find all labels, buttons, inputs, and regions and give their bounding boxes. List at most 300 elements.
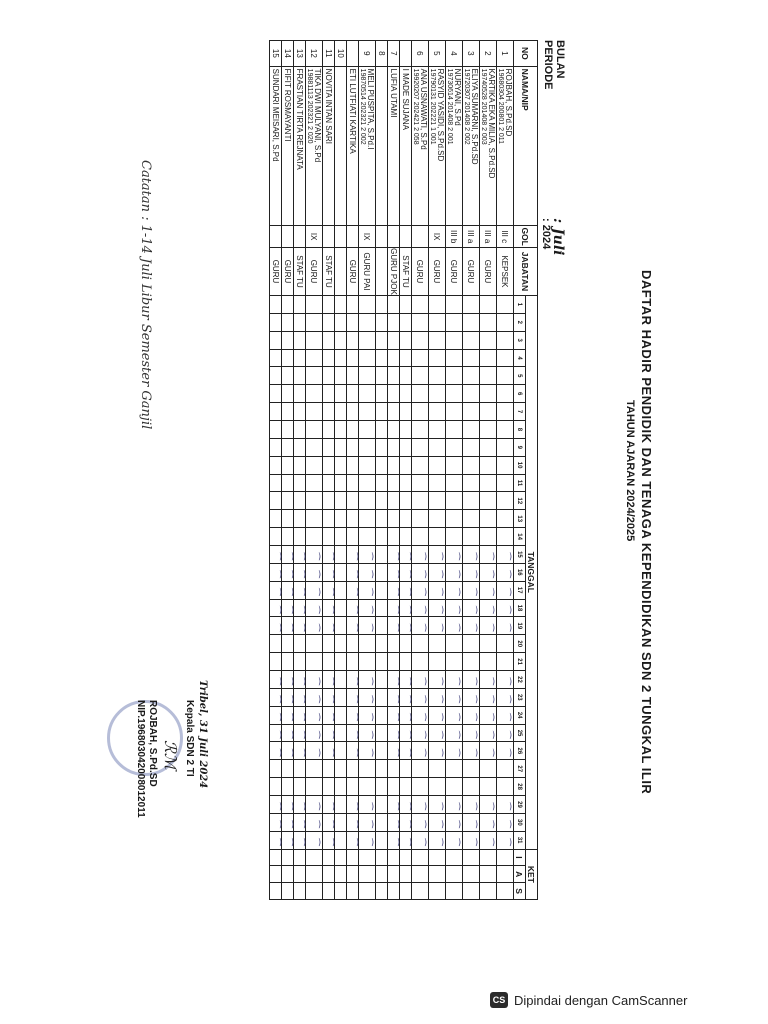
day-cell: ⁀ bbox=[270, 563, 282, 581]
staff-name-cell bbox=[270, 66, 282, 226]
day-cell bbox=[270, 778, 282, 796]
ket-i-cell bbox=[282, 849, 294, 866]
day-cell: ⁀ bbox=[388, 581, 400, 599]
day-cell bbox=[294, 295, 306, 313]
day-cell: ⁀ bbox=[429, 742, 446, 760]
day-cell: ⁀ bbox=[480, 796, 497, 814]
ket-s-cell bbox=[446, 883, 463, 900]
day-cell: ⁀ bbox=[323, 724, 335, 742]
day-cell: ⁀ bbox=[388, 831, 400, 849]
day-cell bbox=[347, 528, 359, 546]
day-cell: ⁀ bbox=[388, 742, 400, 760]
day-cell bbox=[429, 367, 446, 385]
day-cell bbox=[497, 474, 514, 492]
staff-row bbox=[282, 41, 294, 900]
ket-a-cell bbox=[388, 866, 400, 883]
day-cell bbox=[376, 796, 388, 814]
staff-gol bbox=[270, 226, 282, 248]
day-cell: ⁀ bbox=[446, 688, 463, 706]
day-cell: ⁀ bbox=[446, 831, 463, 849]
day-cell: ⁀ bbox=[412, 617, 429, 635]
sign-nip: NIP.196803042008012011 bbox=[135, 700, 146, 818]
day-cell: ⁀ bbox=[323, 742, 335, 760]
day-cell: ⁀ bbox=[400, 742, 412, 760]
day-cell bbox=[282, 760, 294, 778]
staff-name-cell bbox=[323, 66, 335, 226]
day-cell bbox=[323, 331, 335, 349]
ket-a-cell bbox=[400, 866, 412, 883]
day-cell bbox=[335, 367, 347, 385]
day-cell bbox=[388, 510, 400, 528]
staff-gol bbox=[400, 226, 412, 248]
day-cell bbox=[376, 742, 388, 760]
staff-name: ETI LUTFIATI KARTIKA bbox=[348, 68, 357, 154]
staff-row bbox=[376, 41, 388, 900]
day-cell bbox=[463, 528, 480, 546]
day-cell bbox=[446, 403, 463, 421]
day-cell bbox=[347, 456, 359, 474]
day-header: 31 bbox=[514, 831, 526, 849]
staff-name: ROJBAH, S.Pd.SD bbox=[504, 68, 513, 137]
staff-name: RASYID YASIDI, S.Pd.SD bbox=[436, 68, 445, 162]
staff-gol: III c bbox=[497, 226, 514, 248]
day-cell bbox=[335, 474, 347, 492]
ket-i-cell bbox=[323, 849, 335, 866]
attendance-sheet bbox=[98, 40, 658, 920]
staff-gol: IX bbox=[429, 226, 446, 248]
day-cell bbox=[376, 688, 388, 706]
day-cell bbox=[463, 421, 480, 439]
day-cell: ⁀ bbox=[412, 742, 429, 760]
day-cell bbox=[446, 385, 463, 403]
ket-i-cell bbox=[412, 849, 429, 866]
day-cell: ⁀ bbox=[388, 688, 400, 706]
day-cell bbox=[412, 421, 429, 439]
day-cell: ⁀ bbox=[294, 796, 306, 814]
staff-no: 8 bbox=[376, 41, 388, 67]
day-cell bbox=[497, 510, 514, 528]
staff-jabatan: GURU bbox=[446, 247, 463, 295]
day-cell bbox=[306, 331, 323, 349]
day-cell: ⁀ bbox=[306, 742, 323, 760]
day-cell bbox=[429, 349, 446, 367]
day-header: 28 bbox=[514, 778, 526, 796]
day-cell bbox=[294, 653, 306, 671]
attendance-table bbox=[269, 40, 538, 900]
day-cell bbox=[497, 653, 514, 671]
day-cell bbox=[446, 635, 463, 653]
day-cell bbox=[347, 403, 359, 421]
day-cell bbox=[388, 528, 400, 546]
day-cell bbox=[388, 331, 400, 349]
day-cell bbox=[270, 403, 282, 421]
day-cell bbox=[376, 831, 388, 849]
staff-no: 10 bbox=[335, 41, 347, 67]
day-cell bbox=[270, 456, 282, 474]
day-cell bbox=[376, 653, 388, 671]
day-cell: ⁀ bbox=[294, 581, 306, 599]
day-cell: ⁀ bbox=[400, 706, 412, 724]
day-cell bbox=[347, 367, 359, 385]
day-cell bbox=[306, 760, 323, 778]
day-cell bbox=[412, 367, 429, 385]
day-cell bbox=[446, 456, 463, 474]
ket-a-cell bbox=[480, 866, 497, 883]
day-cell bbox=[306, 367, 323, 385]
ket-s-cell bbox=[335, 883, 347, 900]
periode-label: PERIODE bbox=[542, 40, 554, 90]
bulan-label: BULAN bbox=[554, 40, 566, 79]
day-cell: ⁀ bbox=[294, 724, 306, 742]
day-cell: ⁀ bbox=[323, 706, 335, 724]
staff-jabatan: STAF TU bbox=[294, 247, 306, 295]
staff-gol bbox=[323, 226, 335, 248]
day-cell bbox=[323, 653, 335, 671]
day-cell: ⁀ bbox=[497, 796, 514, 814]
day-cell bbox=[359, 760, 376, 778]
day-cell: ⁀ bbox=[412, 546, 429, 564]
day-cell bbox=[335, 528, 347, 546]
day-cell bbox=[294, 349, 306, 367]
ket-a-cell bbox=[412, 866, 429, 883]
col-gol-header: GOL bbox=[514, 226, 538, 248]
staff-nip: 19720307 201408 2 002 bbox=[463, 68, 470, 145]
day-cell bbox=[306, 778, 323, 796]
staff-gol: III b bbox=[446, 226, 463, 248]
day-cell bbox=[376, 438, 388, 456]
day-cell bbox=[376, 456, 388, 474]
day-cell: ⁀ bbox=[429, 688, 446, 706]
day-cell bbox=[294, 456, 306, 474]
day-cell: ⁀ bbox=[270, 671, 282, 689]
day-cell bbox=[347, 653, 359, 671]
ket-s-cell bbox=[412, 883, 429, 900]
day-cell bbox=[376, 813, 388, 831]
day-cell bbox=[480, 313, 497, 331]
staff-name: ANA USNAWATI, S.Pd bbox=[419, 68, 428, 150]
day-cell: ⁀ bbox=[388, 563, 400, 581]
day-cell: ⁀ bbox=[388, 599, 400, 617]
day-cell: ⁀ bbox=[400, 831, 412, 849]
day-cell bbox=[388, 778, 400, 796]
staff-name: KARTIKA EKA MILIA, S.Pd.SD bbox=[487, 68, 496, 179]
staff-jabatan: GURU bbox=[429, 247, 446, 295]
day-cell bbox=[412, 653, 429, 671]
day-cell bbox=[446, 528, 463, 546]
day-cell bbox=[335, 349, 347, 367]
day-cell bbox=[480, 635, 497, 653]
staff-no: 2 bbox=[480, 41, 497, 67]
day-cell: ⁀ bbox=[270, 706, 282, 724]
day-cell bbox=[294, 438, 306, 456]
day-cell: ⁀ bbox=[400, 546, 412, 564]
day-cell bbox=[463, 313, 480, 331]
day-cell: ⁀ bbox=[282, 581, 294, 599]
staff-nip: 19870514 202321 2 002 bbox=[359, 68, 366, 145]
day-cell bbox=[480, 295, 497, 313]
day-cell: ⁀ bbox=[463, 617, 480, 635]
day-cell bbox=[429, 760, 446, 778]
day-cell: ⁀ bbox=[446, 742, 463, 760]
day-cell: ⁀ bbox=[323, 599, 335, 617]
day-cell bbox=[335, 617, 347, 635]
staff-no bbox=[347, 41, 359, 67]
day-cell bbox=[282, 331, 294, 349]
day-cell bbox=[306, 492, 323, 510]
day-header: 29 bbox=[514, 796, 526, 814]
day-cell: ⁀ bbox=[359, 563, 376, 581]
day-cell: ⁀ bbox=[282, 671, 294, 689]
staff-name-cell bbox=[429, 66, 446, 226]
day-cell bbox=[359, 510, 376, 528]
day-header: 21 bbox=[514, 653, 526, 671]
day-cell bbox=[347, 635, 359, 653]
day-cell bbox=[359, 635, 376, 653]
day-cell bbox=[400, 331, 412, 349]
day-cell bbox=[376, 510, 388, 528]
day-cell bbox=[400, 653, 412, 671]
day-cell: ⁀ bbox=[294, 617, 306, 635]
staff-nip: 19790131 202221 1 001 bbox=[429, 68, 436, 145]
day-cell bbox=[412, 403, 429, 421]
day-cell: ⁀ bbox=[306, 688, 323, 706]
day-cell: ⁀ bbox=[270, 724, 282, 742]
day-cell: ⁀ bbox=[429, 617, 446, 635]
day-cell: ⁀ bbox=[463, 563, 480, 581]
ket-i-cell bbox=[400, 849, 412, 866]
ket-s-cell bbox=[463, 883, 480, 900]
day-cell bbox=[335, 510, 347, 528]
day-cell bbox=[282, 474, 294, 492]
day-cell bbox=[400, 367, 412, 385]
day-cell bbox=[388, 385, 400, 403]
staff-jabatan: GURU bbox=[412, 247, 429, 295]
day-cell bbox=[323, 438, 335, 456]
ket-a-cell bbox=[323, 866, 335, 883]
day-cell bbox=[446, 349, 463, 367]
ket-s-cell bbox=[294, 883, 306, 900]
day-cell bbox=[412, 528, 429, 546]
day-cell: ⁀ bbox=[294, 688, 306, 706]
day-header: 11 bbox=[514, 474, 526, 492]
day-cell bbox=[429, 421, 446, 439]
staff-jabatan: GURU PJOK bbox=[389, 248, 398, 295]
periode-value: : 2024 bbox=[540, 218, 552, 250]
day-cell bbox=[335, 331, 347, 349]
ket-i-cell bbox=[359, 849, 376, 866]
day-cell bbox=[282, 492, 294, 510]
ket-i-cell bbox=[294, 849, 306, 866]
day-cell bbox=[376, 492, 388, 510]
catatan-note: Catatan : 1-14 Juli Libur Semester Ganjil bbox=[138, 160, 153, 430]
day-cell bbox=[412, 313, 429, 331]
day-cell bbox=[480, 438, 497, 456]
day-cell bbox=[412, 295, 429, 313]
day-cell bbox=[497, 760, 514, 778]
day-cell bbox=[400, 438, 412, 456]
day-header: 20 bbox=[514, 635, 526, 653]
day-cell: ⁀ bbox=[323, 688, 335, 706]
day-header: 13 bbox=[514, 510, 526, 528]
day-cell: ⁀ bbox=[306, 599, 323, 617]
day-cell: ⁀ bbox=[306, 706, 323, 724]
staff-gol bbox=[388, 226, 400, 248]
day-cell bbox=[497, 438, 514, 456]
day-cell: ⁀ bbox=[463, 546, 480, 564]
day-cell: ⁀ bbox=[497, 546, 514, 564]
day-cell bbox=[306, 635, 323, 653]
day-cell: ⁀ bbox=[497, 706, 514, 724]
day-header: 27 bbox=[514, 760, 526, 778]
day-cell: ⁀ bbox=[400, 599, 412, 617]
day-header: 19 bbox=[514, 617, 526, 635]
day-cell: ⁀ bbox=[359, 671, 376, 689]
day-cell bbox=[480, 778, 497, 796]
day-cell bbox=[463, 331, 480, 349]
day-cell bbox=[294, 367, 306, 385]
day-cell: ⁀ bbox=[463, 599, 480, 617]
ket-i-cell bbox=[376, 849, 388, 866]
day-cell: ⁀ bbox=[282, 706, 294, 724]
day-cell: ⁀ bbox=[429, 724, 446, 742]
staff-jabatan bbox=[376, 247, 388, 295]
ket-s-cell bbox=[429, 883, 446, 900]
handwritten-signature: ℛℳ bbox=[161, 740, 180, 770]
day-cell: ⁀ bbox=[347, 599, 359, 617]
ket-s-cell bbox=[347, 883, 359, 900]
staff-name-cell bbox=[347, 66, 359, 226]
day-cell bbox=[412, 760, 429, 778]
staff-name-cell bbox=[335, 66, 347, 226]
day-cell: ⁀ bbox=[412, 671, 429, 689]
day-cell bbox=[359, 474, 376, 492]
day-cell bbox=[335, 581, 347, 599]
day-cell: ⁀ bbox=[412, 581, 429, 599]
day-cell: ⁀ bbox=[347, 563, 359, 581]
day-cell: ⁀ bbox=[480, 724, 497, 742]
day-cell bbox=[359, 456, 376, 474]
day-cell bbox=[335, 563, 347, 581]
day-cell: ⁀ bbox=[306, 617, 323, 635]
day-cell bbox=[347, 492, 359, 510]
day-cell bbox=[497, 331, 514, 349]
staff-no: 12 bbox=[306, 41, 323, 67]
sheet-subtitle: TAHUN AJARAN 2024/2025 bbox=[624, 400, 636, 542]
day-cell: ⁀ bbox=[446, 671, 463, 689]
staff-jabatan: KEPSEK bbox=[497, 247, 514, 295]
day-cell bbox=[376, 295, 388, 313]
staff-gol: III a bbox=[463, 226, 480, 248]
day-cell bbox=[335, 706, 347, 724]
day-cell: ⁀ bbox=[306, 831, 323, 849]
staff-name: TIKA DWI MULYANI, S.Pd bbox=[313, 68, 322, 163]
day-cell bbox=[446, 295, 463, 313]
day-cell: ⁀ bbox=[323, 813, 335, 831]
day-cell: ⁀ bbox=[400, 813, 412, 831]
staff-gol bbox=[294, 226, 306, 248]
day-cell bbox=[335, 742, 347, 760]
day-cell: ⁀ bbox=[359, 742, 376, 760]
day-cell: ⁀ bbox=[412, 563, 429, 581]
day-cell: ⁀ bbox=[282, 546, 294, 564]
staff-row bbox=[463, 41, 480, 900]
day-cell bbox=[429, 331, 446, 349]
day-cell bbox=[282, 403, 294, 421]
ket-s-cell bbox=[270, 883, 282, 900]
col-ket-s: S bbox=[514, 883, 526, 900]
day-cell bbox=[388, 474, 400, 492]
ket-a-cell bbox=[446, 866, 463, 883]
ket-s-cell bbox=[497, 883, 514, 900]
day-cell bbox=[282, 456, 294, 474]
day-cell bbox=[497, 313, 514, 331]
day-header: 6 bbox=[514, 385, 526, 403]
day-cell bbox=[306, 456, 323, 474]
ket-a-cell bbox=[463, 866, 480, 883]
day-cell bbox=[359, 295, 376, 313]
day-cell: ⁀ bbox=[347, 831, 359, 849]
staff-no: 11 bbox=[323, 41, 335, 67]
day-cell bbox=[335, 313, 347, 331]
day-cell bbox=[282, 653, 294, 671]
day-cell bbox=[282, 385, 294, 403]
day-cell bbox=[323, 492, 335, 510]
staff-row bbox=[400, 41, 412, 900]
day-cell: ⁀ bbox=[306, 563, 323, 581]
day-cell: ⁀ bbox=[359, 546, 376, 564]
day-cell bbox=[480, 367, 497, 385]
day-cell bbox=[335, 421, 347, 439]
day-cell bbox=[294, 778, 306, 796]
day-cell bbox=[347, 438, 359, 456]
day-cell: ⁀ bbox=[323, 796, 335, 814]
staff-no: 13 bbox=[294, 41, 306, 67]
ket-a-cell bbox=[376, 866, 388, 883]
day-cell bbox=[400, 760, 412, 778]
day-cell bbox=[463, 367, 480, 385]
staff-no: 1 bbox=[497, 41, 514, 67]
day-cell bbox=[282, 510, 294, 528]
day-cell: ⁀ bbox=[270, 796, 282, 814]
day-cell bbox=[376, 778, 388, 796]
staff-name-cell bbox=[306, 66, 323, 226]
staff-nip: 19881113 202321 2 020 bbox=[306, 68, 313, 144]
staff-name: MELI PUSPITA, S.Pd.I bbox=[366, 68, 375, 150]
day-cell bbox=[446, 778, 463, 796]
day-cell bbox=[306, 653, 323, 671]
day-cell bbox=[480, 331, 497, 349]
staff-name: FIFIT ROSMAYANTI bbox=[283, 68, 292, 142]
day-cell bbox=[335, 688, 347, 706]
day-cell bbox=[497, 385, 514, 403]
day-cell bbox=[359, 313, 376, 331]
staff-row bbox=[306, 41, 323, 900]
staff-no: 7 bbox=[388, 41, 400, 67]
day-cell bbox=[270, 474, 282, 492]
day-cell: ⁀ bbox=[270, 581, 282, 599]
staff-name: NOVITA INTAN SARI bbox=[324, 68, 333, 144]
staff-row bbox=[294, 41, 306, 900]
day-cell bbox=[376, 421, 388, 439]
day-cell bbox=[400, 349, 412, 367]
day-cell bbox=[335, 438, 347, 456]
ket-s-cell bbox=[400, 883, 412, 900]
day-cell bbox=[429, 474, 446, 492]
day-cell: ⁀ bbox=[323, 546, 335, 564]
day-cell: ⁀ bbox=[282, 563, 294, 581]
day-cell bbox=[400, 492, 412, 510]
day-cell bbox=[323, 349, 335, 367]
